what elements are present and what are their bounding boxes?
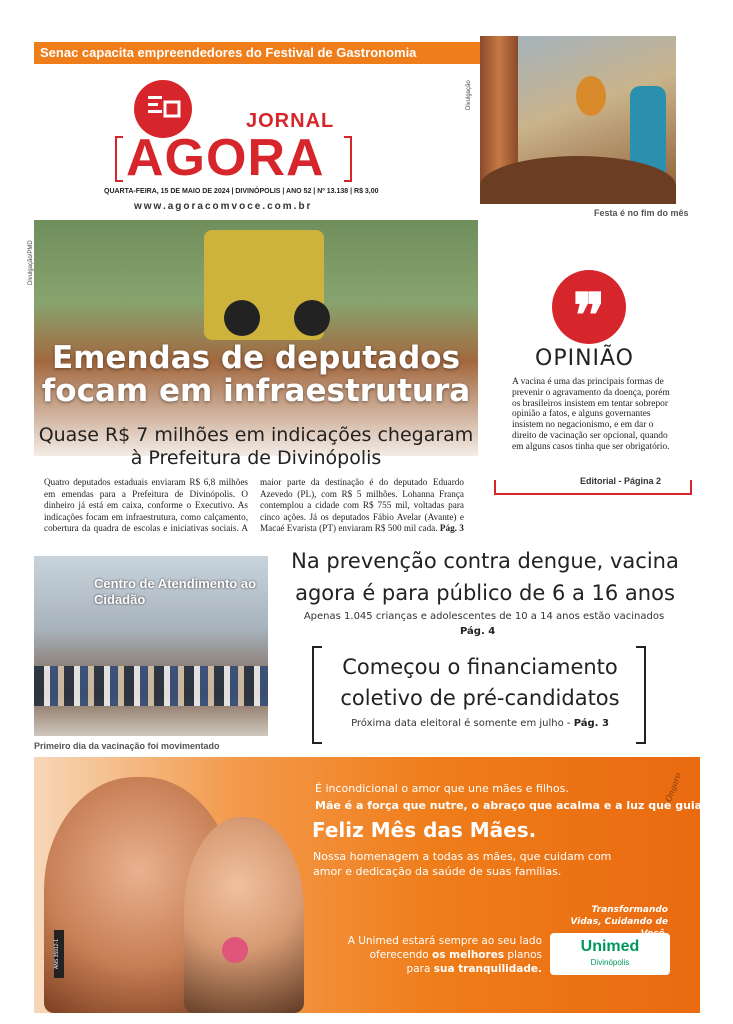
ad-line-4-a: A Unimed estará sempre ao seu lado oferecendo (347, 935, 542, 961)
festival-caption: Festa é no fim do mês (594, 208, 689, 218)
logo-jornal[interactable]: JORNAL (246, 110, 335, 132)
lead-photo[interactable] (34, 220, 478, 456)
vaccination-photo[interactable] (34, 556, 268, 736)
ad-signature: Ongaro (664, 771, 683, 804)
ad-child-shape (184, 817, 304, 1013)
website-link[interactable]: www.agoracomvoce.com.br (134, 201, 313, 212)
rose-icon (222, 937, 248, 963)
photo-sign-text: Centro de Atendimento ao Cidadão (94, 576, 257, 607)
lead-body (44, 477, 464, 535)
photo-crowd-shape (34, 666, 268, 706)
edition-line: QUARTA-FEIRA, 15 DE MAIO DE 2024 | DIVINÓPOLIS | ANO 52 | Nº 13.138 | R$ 3,00 (104, 188, 379, 195)
festival-photo[interactable] (480, 36, 676, 204)
ad-line-4-d: sua tranquilidade. (433, 963, 542, 975)
lead-photo-credit: Divulgação/PMD (28, 240, 34, 285)
ad-line-1: É incondicional o amor que une mães e filhos. (315, 782, 569, 795)
unimed-city: Divinópolis (590, 958, 630, 967)
financing-subheadline (324, 718, 636, 729)
dengue-headline[interactable]: Na prevenção contra dengue, vacina agora é para público de 6 a 16 anos (291, 549, 679, 605)
lead-headline[interactable]: Emendas de deputados focam em infraestrutura (41, 340, 471, 409)
festival-photo-credit: Divulgação (466, 80, 472, 110)
quote-icon: ❞ (552, 270, 626, 344)
logo-bracket-left (115, 136, 123, 182)
lead-page-ref[interactable]: Pág. 3 (439, 523, 464, 533)
logo-agora[interactable]: AGORA (126, 129, 325, 187)
financing-bracket-left (312, 646, 322, 744)
ad-tagline: Transformando Vidas, Cuidando de (570, 905, 668, 927)
ad-line-4-c: planos para (406, 949, 542, 975)
opinion-title[interactable]: OPINIÃO (535, 346, 634, 371)
ad-line-2: Mãe é a força que nutre, o abraço que acalma e a luz que guia. (315, 799, 707, 812)
financing-headline[interactable]: Começou o financiamento coletivo de pré-candidatos (340, 655, 620, 710)
top-banner-headline[interactable]: Senac capacita empreendedores do Festival de Gastronomia (40, 45, 417, 60)
logo-bracket-right (344, 136, 352, 182)
photo-wheel-shape (224, 300, 260, 336)
ad-line-4-b: os melhores (432, 949, 505, 961)
ad-title: Feliz Mês das Mães. (312, 818, 537, 842)
financing-subtitle-text: Próxima data eleitoral é somente em julho - (351, 718, 571, 729)
vaccination-caption: Primeiro dia da vacinação foi movimentado (34, 741, 220, 751)
ad-ans-badge: ANS 35912-1 (54, 930, 64, 978)
financing-bracket-right (636, 646, 646, 744)
ad-line-4 (346, 934, 542, 976)
photo-wheel-shape (294, 300, 330, 336)
financing-page-ref[interactable]: Pág. 3 (573, 718, 609, 729)
dengue-page-ref[interactable]: Pág. 4 (460, 626, 496, 637)
unimed-logo[interactable]: Unimed (580, 938, 640, 955)
opinion-footer[interactable]: Editorial - Página 2 (580, 476, 662, 486)
ad-line-3: Nossa homenagem a todas as mães, que cuidam com amor e dedicação da saúde de suas famílias. (313, 850, 612, 878)
lead-subheadline: Quase R$ 7 milhões em indicações chegaram à Prefeitura de Divinópolis (38, 424, 474, 469)
dengue-subheadline: Apenas 1.045 crianças e adolescentes de 10 a 14 anos estão vacinados (303, 611, 665, 622)
lead-body-text: Quatro deputados estaduais enviaram R$ 6,8 milhões em emendas para a Prefeitura de Divinópolis. O dinheiro já está em caixa, conforme o Executivo. As indicações focam em infraestrutura, como calçamento, cobertura da quadra de escolas e iniciativas sociais. A maior parte da destinação é do deputado Eduardo Azevedo (PL), com R$ 5 milhões. Lohanna França contemplou a cidade com R$ 755 mil, voltadas para cinco ações. Já os deputados Fábio Avelar (Avante) e Macaé Evarista (PT) enviaram R$ 500 mil cada. (44, 477, 464, 533)
opinion-text: A vacina é uma das principais formas de prevenir o agravamento da doença, porém os brasileiros insistem em tentar sobrepor opinião a fatos, e alguns governantes insistem no negacionismo, e em dar o direito de vacinação ser opcional, quando em alguns casos tinha que ser obrigatório. (512, 377, 670, 452)
photo-spoon-shape (576, 76, 606, 116)
